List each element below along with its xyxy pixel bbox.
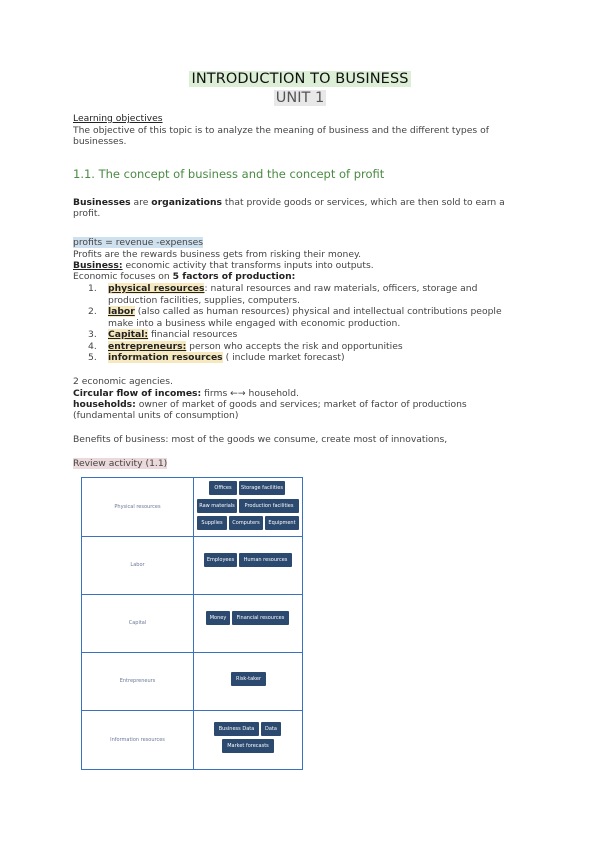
- economic-focus-line: Economic focuses on 5 factors of production:: [73, 271, 296, 282]
- circular-flow-line: Circular flow of incomes: firms ←→ household.: [73, 388, 299, 399]
- review-table: [81, 477, 303, 770]
- row-label: Physical resources: [82, 478, 194, 536]
- answer-tag[interactable]: Risk-taker: [231, 672, 266, 686]
- answer-tag[interactable]: Money: [206, 611, 230, 625]
- answer-tag[interactable]: Storage facilities: [239, 481, 285, 495]
- answer-tag[interactable]: Supplies: [197, 516, 227, 530]
- business-definition-cont: profit.: [73, 208, 101, 219]
- row-label: Entrepreneurs: [82, 652, 194, 710]
- benefits-line: Benefits of business: most of the goods we consume, create most of innovations,: [73, 434, 448, 445]
- answer-tag[interactable]: Raw materials: [197, 499, 237, 513]
- answer-tag[interactable]: Business Data: [214, 722, 259, 736]
- list-item: 4. entrepreneurs: person who accepts the risk and opportunities: [88, 341, 403, 352]
- learning-objectives-text: The objective of this topic is to analyze the meaning of business and the different types of: [73, 125, 489, 136]
- answer-cell: [194, 710, 302, 769]
- answer-tag[interactable]: Computers: [229, 516, 263, 530]
- agencies-line: 2 economic agencies.: [73, 376, 173, 387]
- profits-line: Profits are the rewards business gets from risking their money.: [73, 249, 362, 260]
- table-row: [82, 652, 302, 711]
- table-row: [82, 594, 302, 653]
- row-label: Information resources: [82, 710, 194, 769]
- answer-tag[interactable]: Human resources: [239, 553, 292, 567]
- answer-tag[interactable]: Financial resources: [232, 611, 289, 625]
- answer-tag[interactable]: Data: [261, 722, 281, 736]
- list-item: 2. labor (also called as human resources) physical and intellectual contributions people make into a business while engaged with economic production.: [88, 306, 502, 329]
- answer-tag[interactable]: Offices: [209, 481, 237, 495]
- unit-subtitle: UNIT 1: [275, 90, 325, 106]
- answer-tag[interactable]: Employees: [204, 553, 237, 567]
- answer-tag[interactable]: Market forecasts: [222, 739, 274, 753]
- table-row: [82, 536, 302, 595]
- households-line: households: owner of market of goods and services; market of factor of productions: [73, 399, 467, 410]
- table-row: [82, 478, 302, 537]
- learning-objectives-text-cont: businesses.: [73, 136, 127, 147]
- row-label: Labor: [82, 536, 194, 594]
- profits-formula: profits = revenue -expenses: [73, 237, 204, 248]
- answer-cell: [194, 594, 302, 652]
- table-row: [82, 710, 302, 769]
- list-item: 5. information resources ( include market forecast): [88, 352, 345, 363]
- section-heading: 1.1. The concept of business and the concept of profit: [73, 167, 385, 181]
- business-definition: Businesses are organizations that provide goods or services, which are then sold to earn a: [73, 197, 505, 208]
- page-title: INTRODUCTION TO BUSINESS: [191, 71, 409, 87]
- answer-cell: [194, 536, 302, 594]
- households-line-cont: (fundamental units of consumption): [73, 410, 239, 421]
- answer-tag[interactable]: Equipment: [265, 516, 299, 530]
- list-item: 1. physical resources: natural resources and raw materials, officers, storage and production facilities, supplies, computers.: [88, 283, 478, 306]
- learning-objectives-heading: Learning objectives: [73, 113, 163, 124]
- row-label: Capital: [82, 594, 194, 652]
- review-heading: Review activity (1.1): [73, 458, 168, 469]
- answer-tag[interactable]: Production facilities: [239, 499, 299, 513]
- business-line: Business: economic activity that transforms inputs into outputs.: [73, 260, 374, 271]
- list-item: 3. Capital: financial resources: [88, 329, 238, 340]
- answer-cell: [194, 478, 302, 536]
- answer-cell: [194, 652, 302, 710]
